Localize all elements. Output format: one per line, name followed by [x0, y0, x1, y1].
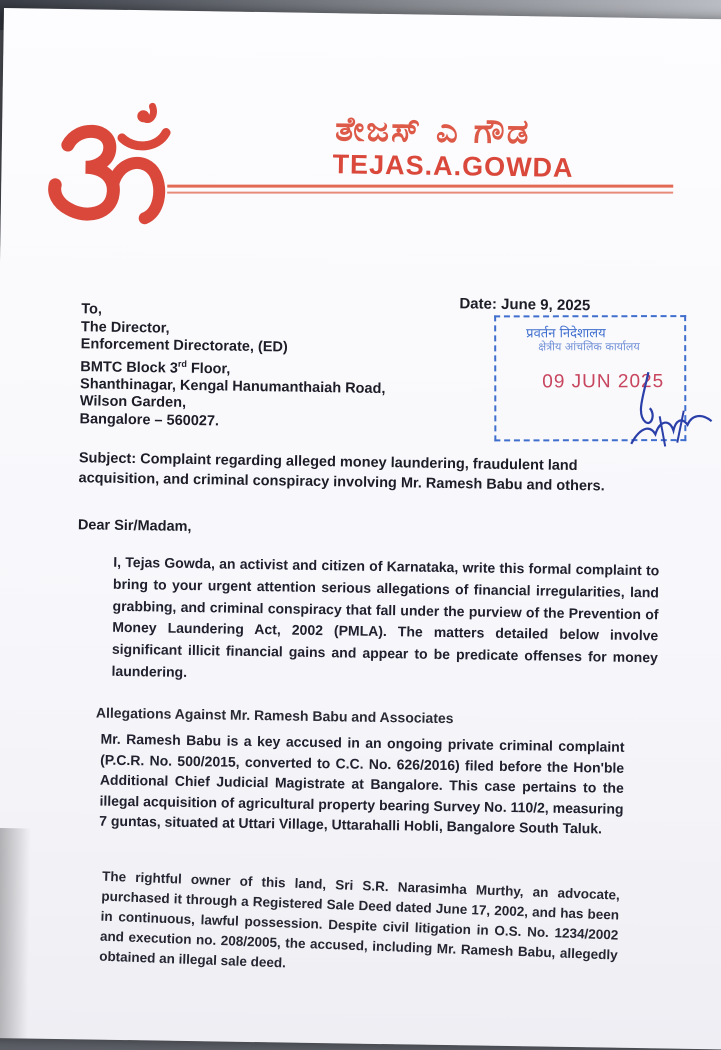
address-line: Shanthinagar, Kengal Hanumanthaiah Road, — [79, 376, 386, 397]
om-symbol-icon — [47, 97, 179, 229]
letterhead-name-english: TEJAS.A.GOWDA — [332, 149, 574, 183]
address-to: To, — [81, 301, 103, 318]
stamp-office-name: प्रवर्तन निदेशालय — [526, 326, 606, 342]
stamp-office-subtitle: क्षेत्रीय आंचलिक कार्यालय — [538, 340, 640, 354]
letter-date: Date: June 9, 2025 — [459, 295, 591, 315]
page-curl-shadow — [0, 828, 31, 1039]
body-paragraph-2: Mr. Ramesh Babu is a key accused in an ongoing private criminal complaint (P.C.R. No. 500/2015, converted to C.C. No. 626/2016) filed before the Hon'ble Additional Chief Judicial Magistrate at Bangalore. This case pertains to the illegal acquisition of agricultural property bearing Survey No. 110/2, measuring 7 guntas, situated at Uttari Village, Uttarahalli Hobli, Bangalore South Taluk. — [99, 730, 625, 837]
address-line: Bangalore – 560027. — [79, 411, 220, 430]
salutation: Dear Sir/Madam, — [77, 517, 192, 536]
letterhead-rule-secondary — [167, 192, 673, 194]
signature-icon — [625, 364, 721, 451]
address-line: Wilson Garden, — [79, 393, 187, 412]
address-line: Enforcement Directorate, (ED) — [80, 336, 288, 356]
address-line: The Director, — [80, 318, 170, 337]
stamp-date: 09 JUN 2025 — [542, 371, 665, 393]
recipient-address — [79, 301, 386, 433]
letterhead-rule — [167, 185, 673, 188]
address-line3-superscript: rd — [177, 358, 188, 369]
section-heading: Allegations Against Mr. Ramesh Babu and Associates — [95, 704, 454, 727]
body-paragraph-3: The rightful owner of this land, Sri S.R. Narasimha Murthy, an advocate, purchased it through a Registered Sale Deed dated June 17, 2002, and has been in continuous, lawful possession. Despite civil litigation in O.S. No. 1234/2002 and execution no. 208/2005, the accused, including Mr. Ramesh Babu, allegedly obtained an illegal sale deed. — [98, 868, 621, 971]
letter-subject: Subject: Complaint regarding alleged money laundering, fraudulent land acquisition, and criminal conspiracy involving Mr. Ramesh Babu and others. — [78, 450, 605, 494]
body-paragraph-1: I, Tejas Gowda, an activist and citizen of Karnataka, write this formal complaint to bring to your urgent attention serious allegations of financial irregularities, land grabbing, and criminal conspiracy that fall under the purview of the Prevention of Money Laundering Act, 2002 (PMLA). The matters detailed below involve significant illicit financial gains and appear to be predicate offenses for money laundering. — [111, 553, 660, 680]
letterhead-name-kannada: ತೇಜಸ್ ಎ ಗೌಡ — [334, 109, 531, 153]
address-line3-suffix: Floor, — [186, 360, 231, 377]
letter-page — [0, 8, 721, 1049]
address-line3-prefix: BMTC Block 3 — [80, 358, 178, 377]
